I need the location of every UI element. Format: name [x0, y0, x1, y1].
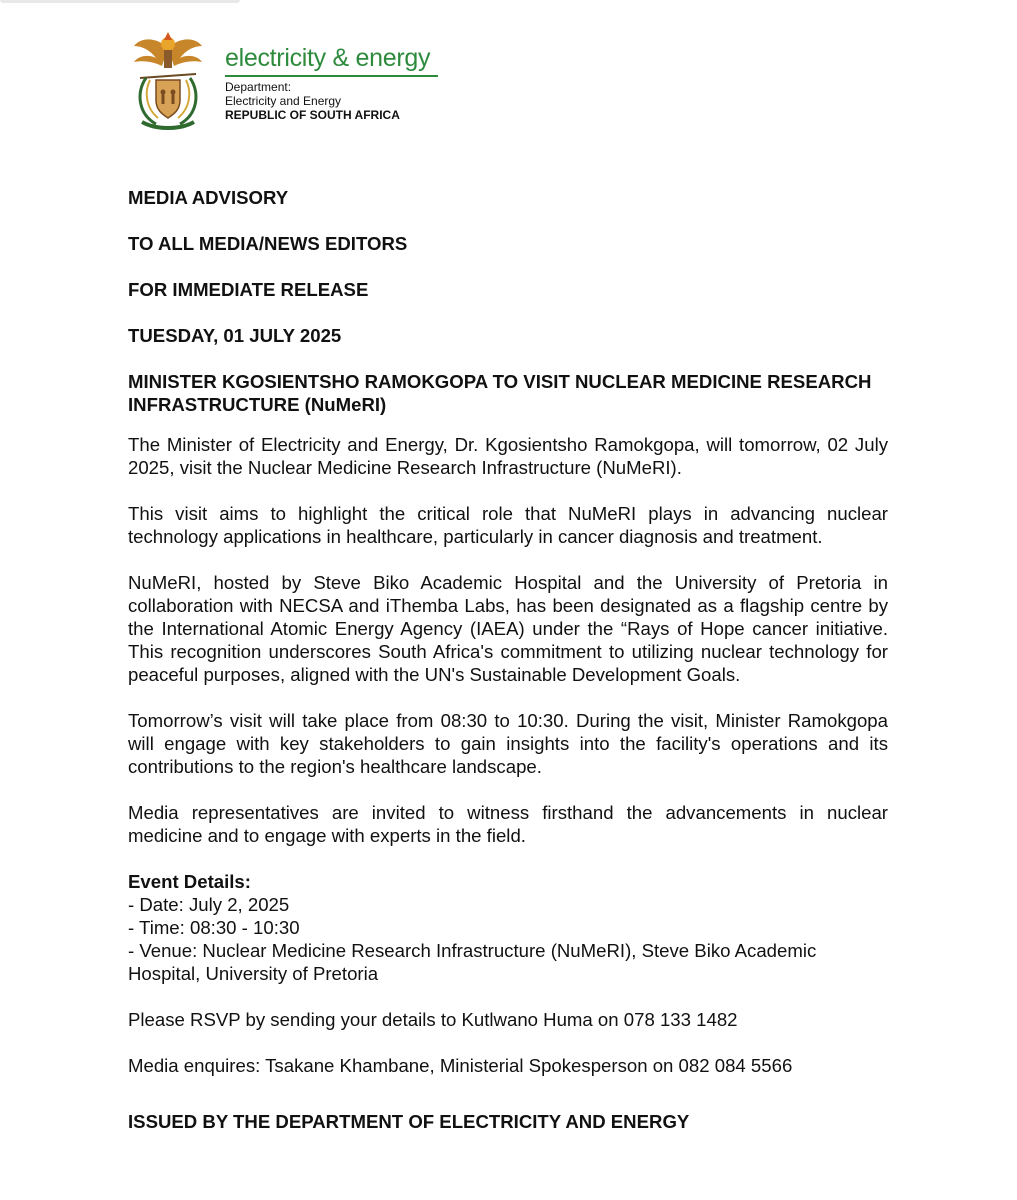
- department-label: Department:: [225, 80, 292, 94]
- paragraph: This visit aims to highlight the critical role that NuMeRI plays in advancing nuclear technology applications in healthcare, particularly in cancer diagnosis and treatment.: [128, 503, 888, 547]
- advisory-audience: TO ALL MEDIA/NEWS EDITORS: [128, 233, 408, 254]
- event-venue: - Venue: Nuclear Medicine Research Infrastructure (NuMeRI), Steve Biko Academic Hospital, University of Pretoria: [128, 940, 817, 984]
- paragraph: NuMeRI, hosted by Steve Biko Academic Hospital and the University of Pretoria in collaboration with NECSA and iThemba Labs, has been designated as a flagship centre by the International Atomic Energy Agency (IAEA) under the “Rays of Hope cancer initiative. This recognition underscores South Africa's commitment to utilizing nuclear technology for peaceful purposes, aligned with the UN's Sustainable Development Goals.: [128, 572, 888, 685]
- brand-divider: [225, 75, 438, 77]
- advisory-body: [128, 186, 888, 1133]
- advisory-date: TUESDAY, 01 JULY 2025: [128, 325, 342, 346]
- advisory-release: FOR IMMEDIATE RELEASE: [128, 279, 369, 300]
- paragraph: Tomorrow’s visit will take place from 08:30 to 10:30. During the visit, Minister Ramokgopa will engage with key stakeholders to gain insights into the facility's operations and its contributions to the region's healthcare landscape.: [128, 710, 888, 777]
- event-time: - Time: 08:30 - 10:30: [128, 917, 300, 938]
- paragraph: Media representatives are invited to witness firsthand the advancements in nuclear medicine and to engage with experts in the field.: [128, 802, 888, 846]
- department-name: Electricity and Energy: [225, 94, 342, 108]
- department-block: [225, 80, 400, 122]
- scroll-indicator: [0, 0, 240, 3]
- enquiries-line: Media enquires: Tsakane Khambane, Ministerial Spokesperson on 082 084 5566: [128, 1055, 793, 1076]
- event-details-heading: Event Details:: [128, 871, 251, 892]
- event-date: - Date: July 2, 2025: [128, 894, 290, 915]
- advisory-type: MEDIA ADVISORY: [128, 187, 289, 208]
- rsvp-line: Please RSVP by sending your details to Kutlwano Huma on 078 133 1482: [128, 1009, 738, 1030]
- coat-of-arms-icon: [128, 30, 208, 130]
- brand-wordmark: electricity & energy: [225, 44, 431, 72]
- paragraph: The Minister of Electricity and Energy, Dr. Kgosientsho Ramokgopa, will tomorrow, 02 July 2025, visit the Nuclear Medicine Research Infrastructure (NuMeRI).: [128, 434, 888, 478]
- country-name: REPUBLIC OF SOUTH AFRICA: [225, 108, 400, 122]
- headline: MINISTER KGOSIENTSHO RAMOKGOPA TO VISIT NUCLEAR MEDICINE RESEARCH INFRASTRUCTURE (NuMeRI): [128, 371, 872, 415]
- issued-by: ISSUED BY THE DEPARTMENT OF ELECTRICITY AND ENERGY: [128, 1111, 690, 1132]
